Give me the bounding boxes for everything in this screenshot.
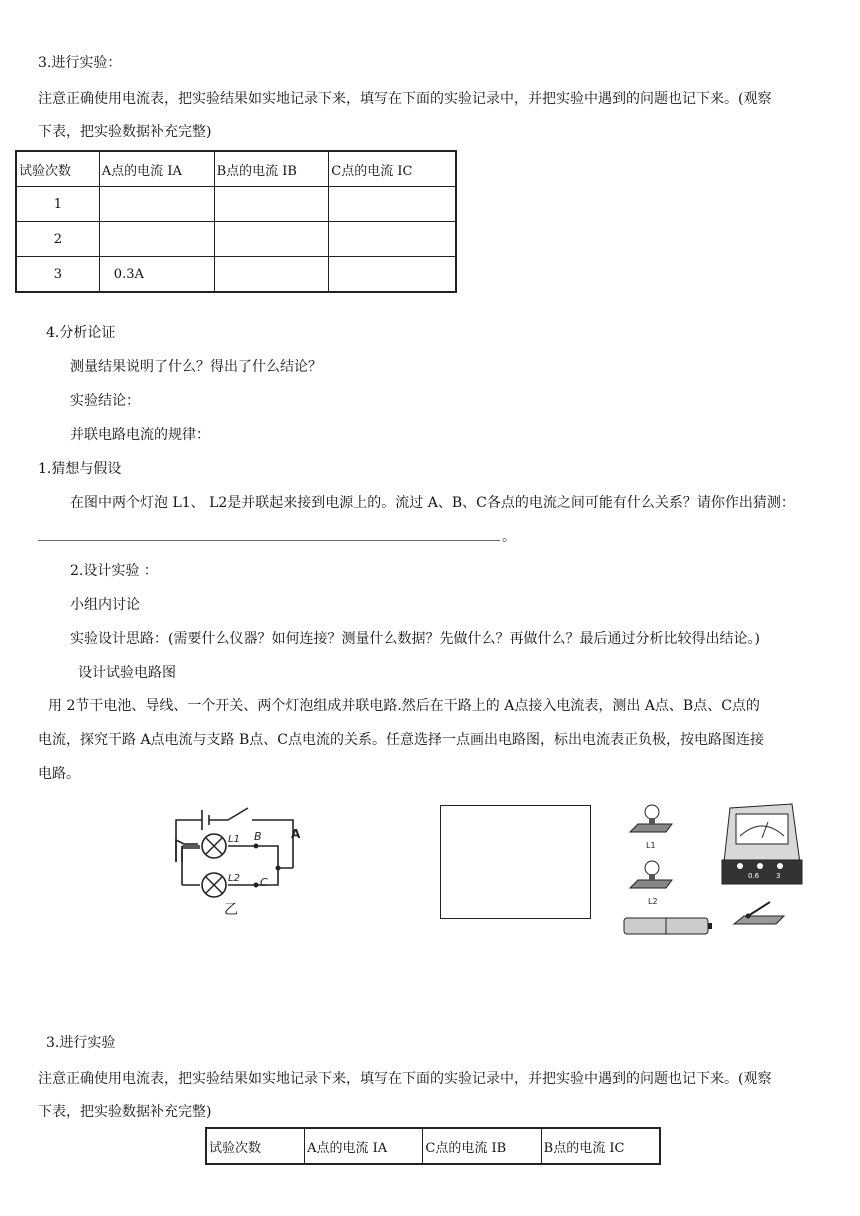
- apparatus-picture: [620, 800, 825, 942]
- bulb-l2-icon: [630, 861, 672, 888]
- ammeter-range-label-2: 3: [776, 872, 781, 880]
- table-cell[interactable]: [214, 222, 329, 257]
- device-label-l2: L2: [648, 897, 658, 906]
- table-header-cell: A点的电流 IA: [305, 1128, 423, 1164]
- design-paragraph-line3: 电路。: [38, 766, 80, 782]
- node-b-icon: [254, 844, 259, 849]
- circuit-diagram: [168, 798, 308, 920]
- design-idea-text: 实验设计思路：(需要什么仪器？如何连接？测量什么数据？先做什么？再做什么？最后通过分析比较得出结论。): [70, 631, 760, 647]
- blank-end-mark: 。: [502, 529, 516, 545]
- section5-heading: 3.进行实验: [46, 1035, 116, 1051]
- circuit-caption: 乙: [224, 902, 238, 918]
- table-cell[interactable]: [99, 187, 214, 222]
- conclusion-label: 实验结论：: [70, 393, 140, 409]
- device-label-l1: L1: [646, 841, 656, 850]
- design-circuit-label: 设计试验电路图: [78, 665, 176, 681]
- table-header-cell: 试验次数: [206, 1128, 305, 1164]
- label-a: A: [291, 827, 301, 841]
- table-header-cell: B点的电流 IC: [541, 1128, 660, 1164]
- answer-blank-line[interactable]: [38, 540, 500, 541]
- label-l1: L1: [228, 834, 240, 845]
- design-paragraph-line2: 电流，探究干路 A点电流与支路 B点、C点电流的关系。任意选择一点画出电路图，标出电流表正负极，按电路图连接: [38, 732, 765, 748]
- design-paragraph-line1: 用 2节干电池、导线、一个开关、两个灯泡组成并联电路.然后在干路上的 A点接入电流表，测出 A点、B点、C点的: [48, 698, 760, 714]
- parallel-rule-label: 并联电路电流的规律：: [70, 427, 210, 443]
- section4-heading: 2.设计实验 ：: [70, 563, 158, 579]
- record-table-2: [205, 1127, 661, 1165]
- table-cell: 2: [16, 222, 99, 257]
- section1-paragraph-line2: 下表，把实验数据补充完整): [38, 124, 212, 140]
- battery-icon: [624, 918, 712, 934]
- table-cell: 1: [16, 187, 99, 222]
- table-cell[interactable]: [99, 222, 214, 257]
- section1-heading: 3.进行实验：: [38, 55, 122, 71]
- label-b: B: [254, 830, 262, 843]
- node-c-icon: [254, 883, 259, 888]
- table-row: [16, 257, 456, 293]
- table-header-cell: 试验次数: [16, 151, 99, 187]
- section3-heading: 1.猜想与假设: [38, 461, 122, 477]
- section5-paragraph-line1: 注意正确使用电流表，把实验结果如实地记录下来，填写在下面的实验记录中，并把实验中遇到的问题也记下来。(观察: [38, 1071, 772, 1087]
- table-cell[interactable]: [329, 222, 456, 257]
- label-l2: L2: [228, 873, 240, 884]
- table-cell[interactable]: [329, 257, 456, 293]
- node-junction-icon: [276, 866, 281, 871]
- table-header-row: [206, 1128, 660, 1164]
- group-discussion-label: 小组内讨论: [70, 597, 140, 613]
- bulb-l1-icon: [630, 805, 672, 832]
- hypothesis-paragraph: 在图中两个灯泡 L1、 L2是并联起来接到电源上的。流过 A、B、C各点的电流之间可能有什么关系？请你作出猜测：: [70, 495, 795, 511]
- table-cell[interactable]: [329, 187, 456, 222]
- table-header-cell: C点的电流 IC: [329, 151, 456, 187]
- section1-paragraph-line1: 注意正确使用电流表，把实验结果如实地记录下来，填写在下面的实验记录中，并把实验中遇到的问题也记下来。(观察: [38, 91, 772, 107]
- table-header-row: [16, 151, 456, 187]
- analysis-question: 测量结果说明了什么？得出了什么结论？: [70, 359, 322, 375]
- section2-heading: 4.分析论证: [46, 325, 116, 341]
- record-table-1: [15, 150, 457, 293]
- table-cell[interactable]: [214, 257, 329, 293]
- drawing-area-box[interactable]: [440, 805, 591, 919]
- table-header-cell: B点的电流 IB: [214, 151, 329, 187]
- ammeter-icon: [722, 804, 802, 884]
- label-c: C: [260, 876, 268, 889]
- table-row: [16, 187, 456, 222]
- table-cell: 0.3A: [99, 257, 214, 293]
- switch-icon: [734, 902, 784, 924]
- table-cell: 3: [16, 257, 99, 293]
- table-row: [16, 222, 456, 257]
- table-header-cell: C点的电流 IB: [423, 1128, 541, 1164]
- table-cell[interactable]: [214, 187, 329, 222]
- section5-paragraph-line2: 下表，把实验数据补充完整): [38, 1104, 212, 1120]
- table-header-cell: A点的电流 IA: [99, 151, 214, 187]
- ammeter-range-label: 0.6: [748, 872, 760, 880]
